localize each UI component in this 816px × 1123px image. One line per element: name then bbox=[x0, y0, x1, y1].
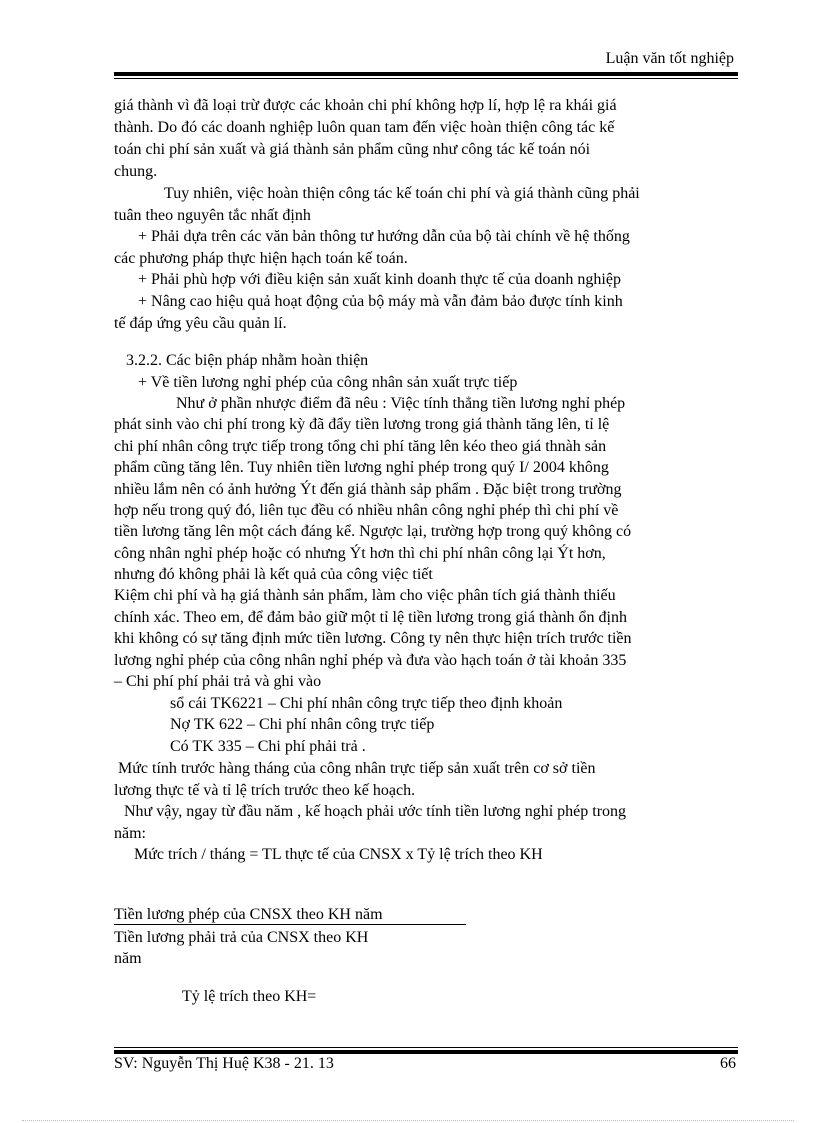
paragraph-line: chính xác. Theo em, để đảm bảo giữ một tỉ lệ tiền lương trong giá thành ổn định bbox=[114, 609, 627, 626]
paragraph-line: chi phí nhân công trực tiếp trong tổng chi phí tăng lên kéo theo giá thnàh sản bbox=[114, 438, 607, 455]
formula-label: Tỷ lệ trích theo KH= bbox=[182, 988, 317, 1005]
page-number: 66 bbox=[720, 1055, 736, 1072]
paragraph-line: chung. bbox=[114, 163, 158, 180]
paragraph-line: phẩm cũng tăng lên. Tuy nhiên tiền lương nghỉ phép trong quý I/ 2004 không bbox=[114, 459, 609, 476]
footer-rule-thick bbox=[114, 1050, 738, 1054]
paragraph-line: nhưng đó không phải là kết quả của công việc tiết bbox=[114, 566, 433, 583]
paragraph-line: + Phải dựa trên các văn bản thông tư hướng dẫn của bộ tài chính về hệ thống bbox=[138, 228, 630, 245]
accounting-entry: Nợ TK 622 – Chi phí nhân công trực tiếp bbox=[170, 716, 435, 733]
paragraph-line: năm: bbox=[114, 825, 146, 842]
formula-denominator: năm bbox=[114, 950, 142, 967]
section-heading: 3.2.2. Các biện pháp nhằm hoàn thiện bbox=[126, 352, 369, 369]
paragraph-line: lương thực tế và tỉ lệ trích trước theo kế hoạch. bbox=[114, 782, 416, 799]
page-header-title: Luận văn tốt nghiệp bbox=[605, 50, 734, 67]
paragraph-line: Mức tính trước hàng tháng của công nhân trực tiếp sản xuất trên cơ sở tiền bbox=[118, 760, 596, 777]
paragraph-line: Như ở phần nhược điểm đã nêu : Việc tính thẳng tiền lương nghỉ phép bbox=[176, 395, 626, 412]
page-edge-dotted bbox=[22, 1120, 794, 1121]
formula-numerator: Tiền lương phép của CNSX theo KH năm bbox=[114, 906, 383, 923]
paragraph-line: + Nâng cao hiệu quả hoạt động của bộ máy mà vẫn đảm bảo được tính kinh bbox=[138, 293, 623, 310]
formula-denominator: Tiền lương phải trả của CNSX theo KH bbox=[114, 929, 369, 946]
paragraph-line: toán chi phí sản xuất và giá thành sản phẩm cũng như công tác kế toán nói bbox=[114, 141, 591, 158]
footer-rule-thin bbox=[114, 1047, 738, 1048]
paragraph-line: + Về tiền lương nghỉ phép của công nhân sản xuất trực tiếp bbox=[138, 374, 518, 391]
paragraph-line: tiền lương tăng lên một cách đáng kể. Ngược lại, trường hợp trong quý không có bbox=[114, 523, 632, 540]
fraction-bar bbox=[114, 924, 466, 925]
paragraph-line: Tuy nhiên, việc hoàn thiện công tác kế toán chi phí và giá thành cũng phải bbox=[164, 185, 640, 202]
paragraph-line: phát sinh vào chi phí trong kỳ đã đẩy tiền lương trong giá thành tăng lên, tỉ lệ bbox=[114, 416, 610, 433]
paragraph-line: thành. Do đó các doanh nghiệp luôn quan tam đến việc hoàn thiện công tác kế bbox=[114, 119, 615, 136]
accounting-entry: sổ cái TK6221 – Chi phí nhân công trực tiếp theo định khoản bbox=[170, 695, 563, 712]
paragraph-line: tuân theo nguyên tắc nhất định bbox=[114, 207, 311, 224]
formula-line: Mức trích / tháng = TL thực tế của CNSX x Tỷ lệ trích theo KH bbox=[134, 846, 543, 863]
paragraph-line: công nhân nghỉ phép hoặc có nhưng Ýt hơn thì chi phí nhân công lại Ýt hơn, bbox=[114, 545, 606, 562]
paragraph-line: khi không có sự tăng định mức tiền lương. Công ty nên thực hiện trích trước tiền bbox=[114, 630, 632, 647]
paragraph-line: – Chi phí phí phải trả và ghi vào bbox=[114, 673, 322, 690]
paragraph-line: Kiệm chi phí và hạ giá thành sản phẩm, làm cho việc phân tích giá thành thiếu bbox=[114, 587, 616, 604]
header-rule-thick bbox=[114, 72, 738, 76]
paragraph-line: giá thành vì đã loại trừ được các khoản chi phí không hợp lí, hợp lệ ra khái giá bbox=[114, 97, 617, 114]
paragraph-line: + Phải phù hợp với điều kiện sản xuất kinh doanh thực tế của doanh nghiệp bbox=[138, 271, 621, 288]
paragraph-line: lương nghỉ phép của công nhân nghỉ phép và đưa vào hạch toán ở tài khoản 335 bbox=[114, 652, 627, 669]
paragraph-line: tế đáp ứng yêu cầu quản lí. bbox=[114, 315, 287, 332]
footer-author: SV: Nguyễn Thị Huệ K38 - 21. 13 bbox=[114, 1055, 334, 1072]
accounting-entry: Có TK 335 – Chi phí phải trả . bbox=[170, 738, 366, 755]
paragraph-line: hợp nếu trong quý đó, liên tục đều có nhiều nhân công nghỉ phép thì chi phí về bbox=[114, 502, 619, 519]
header-rule-thin bbox=[114, 78, 738, 79]
paragraph-line: nhiều lắm nên có ảnh hưởng Ýt đến giá thành sảp phẩm . Đặc biệt trong trường bbox=[114, 481, 622, 498]
paragraph-line: các phương pháp thực hiện hạch toán kế toán. bbox=[114, 250, 408, 267]
paragraph-line: Như vậy, ngay từ đầu năm , kế hoạch phải ước tính tiền lương nghỉ phép trong bbox=[124, 803, 627, 820]
